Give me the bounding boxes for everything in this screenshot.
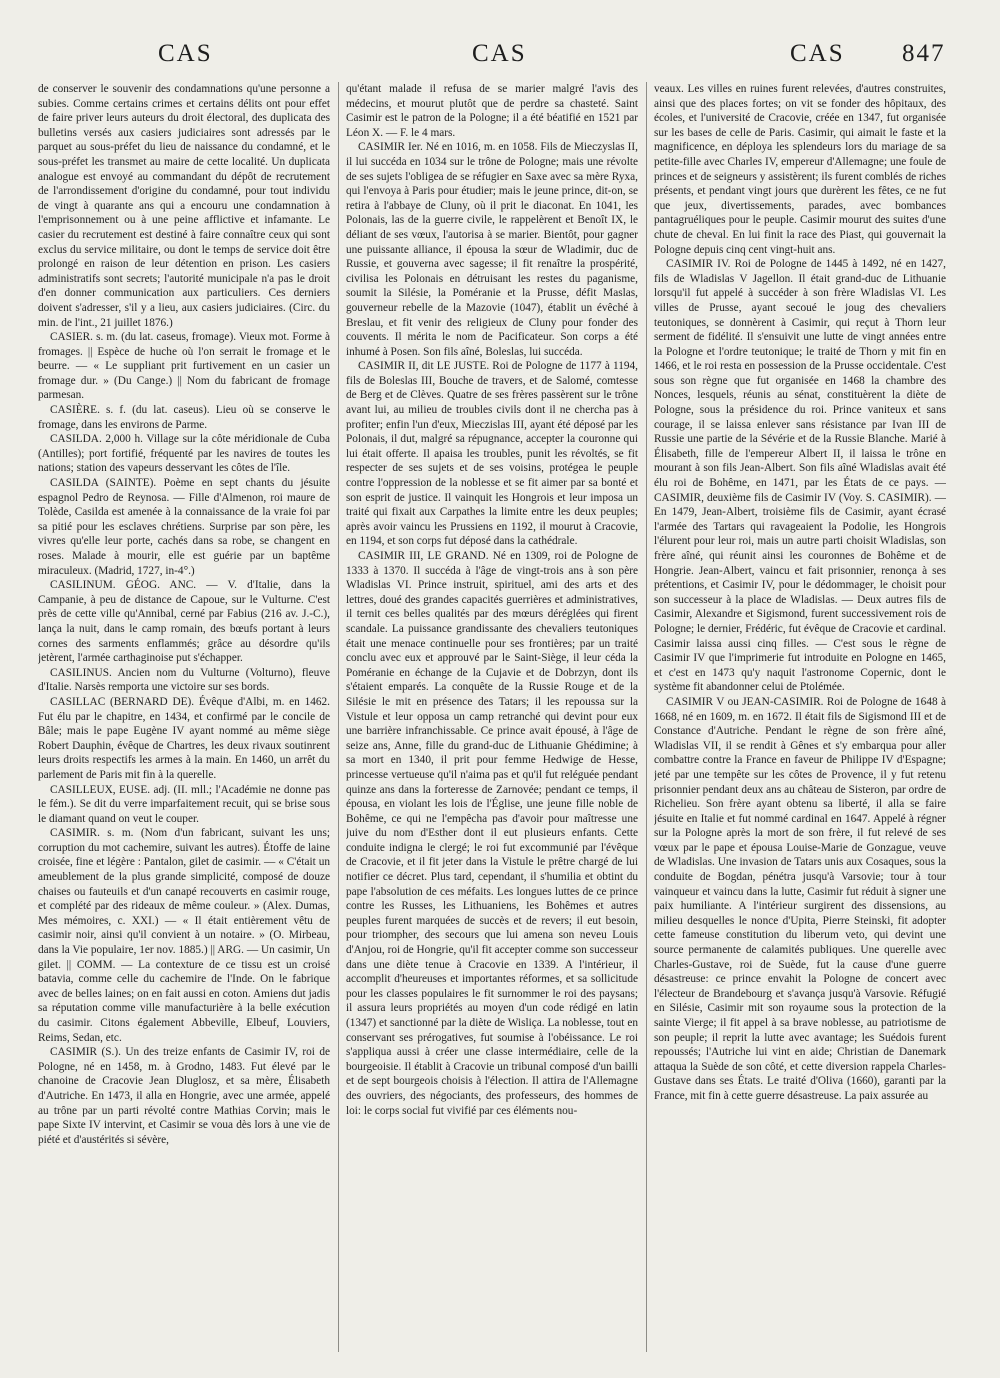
header-right: CAS [790, 40, 845, 67]
entry-paragraph: CASIER. s. m. (du lat. caseus, fromage). Vieux mot. Forme à fromages. || Espèce de huche où l'on serrait le fromage et le beurre. — « Le suppliant prit furtivement en un casier un fromage dur. » (Du Cange.) || Nom du fabricant de fromage parmesan. [38, 331, 330, 402]
entry-paragraph: CASILLAC (BERNARD DE). Évêque d'Albi, m. en 1462. Fut élu par le chapitre, en 1434, et confirmé par le concile de Bâle; mais le pape Eugène IV ayant nommé au même siège Robert Dauphin, évêque de Chartres, les deux rivaux soutinrent leurs droits respectifs les armes à la main. En 1460, un arrêt du parlement de Paris mit fin à la querelle. [38, 695, 330, 781]
entry-paragraph: CASIMIR III, LE GRAND. Né en 1309, roi de Pologne de 1333 à 1370. Il succéda à l'âge de vingt-trois ans à son père Wladislas VI. Prince instruit, spirituel, ami des arts et des lettres, doué des grandes capacités guerrières et administratives, il ternit ces belles qualités par des mœurs déréglées qui firent scandale. La puissance grandissante des chevaliers teutoniques était une menace continuelle pour ses frontières; par un traité conclu avec eux et approuvé par le Saint-Siège, il leur céda la Poméranie en échange de la Cujavie et de Dobrzyn, dont ils s'étaient emparés. La conquête de la Russie Rouge et de la Silésie le mit en présence des Tatars; il les repoussa sur la Vistule et leur opposa un camp retranché qui devint pour eux une barrière infranchissable. Ce prince avait épousé, à l'âge de seize ans, Anne, fille du grand-duc de Lithuanie Ghédimine; à sa mort en 1340, il prit pour femme Hedwige de Hesse, princesse vertueuse qu'il n'aima pas et qu'il fut reléguée pendant quinze ans dans la forteresse de Zarnovée; pendant ce temps, il épousa, en violant les lois de l'Église, une jeune fille noble de Bohême, ce qui ne l'empêcha pas d'avoir pour maîtresse une juive du nom d'Esther dont il eut plusieurs enfants. Cette conduite indigna le clergé; le roi fut excommunié par l'évêque de Cracovie, et il fit jeter dans la Vistule le prêtre chargé de lui notifier ce décret. Plus tard, cependant, il s'humilia et obtint du pape l'absolution de ces méfaits. Les longues luttes de ce prince contre les Russes, les Lithuaniens, les Bohêmes et autres peuples furent marquées de succès et de revers; il eut besoin, pour triompher, des secours que lui amena son neveu Louis d'Anjou, roi de Hongrie, qu'il fit accepter comme son successeur dans une diète tenue à Cracovie en 1339. A l'intérieur, il accomplit d'heureuses et importantes réformes, et sa sollicitude pour les classes populaires le fit surnommer le roi des paysans; il assura leurs propriétés au moyen d'un code rédigé en latin (1347) et sanctionné par la diète de Wisliça. La noblesse, tout en conservant ses prérogatives, fut soumise à l'obéissance. Le roi s'appliqua aussi à créer une classe intermédiaire, celle de la bourgeoisie. Il établit à Cracovie un tribunal composé d'un bailli et de sept bourgeois choisis à l'élection. Il attira de l'Allemagne des ouvriers, des négociants, des professeurs, des hommes de loi: le corps social fut vivifié par ces éléments nou- [346, 550, 638, 1117]
entry-paragraph: CASIMIR (S.). Un des treize enfants de Casimir IV, roi de Pologne, né en 1458, m. à Grodno, 1483. Fut élevé par le chanoine de Cracovie Jean Dluglosz, et sa mère, Élisabeth d'Autriche. En 1473, il alla en Hongrie, avec une armée, appelé au trône par un parti révolté contre Mathias Corvin; mais le pape Sixte IV intervint, et Casimir se voua dès lors à une vie de piété et d'austérités si sévère, [38, 1046, 330, 1146]
text-columns [38, 82, 962, 1362]
entry-paragraph: CASIMIR II, dit LE JUSTE. Roi de Pologne de 1177 à 1194, fils de Boleslas III, Bouche de travers, et de Salomé, comtesse de Berg et de Clèves. Quatre de ses frères passèrent sur le trône avant lui, au milieu de troubles civils dont il ne chercha pas à profiter; enfin l'un d'eux, Mieczislas III, ayant été déposé par les Polonais, il dut, malgré sa répugnance, accepter la couronne qui lui était offerte. Il apaisa les troubles, punit les révoltés, se fit respecter de ses sujets et de ses voisins, protégea le peuple contre l'oppression de la noblesse et se fit aimer par sa bonté et son esprit de justice. Il vainquit les Hongrois et leur imposa un traité qui fixait aux Carpathes la limite entre les deux peuples; après avoir vaincu les Prussiens en 1192, il mourut à Cracovie, en 1194, et son corps fut déposé dans la cathédrale. [346, 360, 638, 548]
entry-paragraph: veaux. Les villes en ruines furent relevées, d'autres construites, ainsi que des places fortes; on vit se fonder des hôpitaux, des écoles, et l'université de Cracovie, créée en 1347, fut organisée sur les bases de celle de Paris. Casimir, qui aimait le faste et la magnificence, en déploya les splendeurs lors du mariage de sa petite-fille avec Charles IV, empereur d'Allemagne; une foule de princes et de seigneurs y assistèrent; ils furent comblés de riches présents, et pendant vingt jours que durèrent les fêtes, ce ne fut que jeux, divertissements, parades, avec bombances pantagruéliques pour le peuple. Casimir mourut des suites d'une chute de cheval. En lui finit la race des Piast, qui gouvernait la Pologne depuis cinq cent vingt-huit ans. [654, 83, 946, 256]
header-left: CAS [158, 40, 213, 67]
entry-paragraph: CASILINUS. Ancien nom du Vulturne (Volturno), fleuve d'Italie. Narsès remporta une victoire sur ses bords. [38, 666, 330, 694]
page-number: 847 [902, 40, 946, 67]
entry-paragraph: CASILDA. 2,000 h. Village sur la côte méridionale de Cuba (Antilles); port fortifié, fréquenté par les navires de toutes les nations; station des vapeurs desservant les côtes de l'île. [38, 433, 330, 475]
entry-paragraph: CASILINUM. GÉOG. ANC. — V. d'Italie, dans la Campanie, à peu de distance de Capoue, sur le Vulturne. C'est près de cette ville qu'Annibal, cerné par Fabius (216 av. J.-C.), lança la nuit, dans le camp romain, des bœufs portant à leurs cornes des sarments enflammés; grâce au désordre qu'ils jetèrent, l'armée carthaginoise put s'échapper. [38, 579, 330, 665]
entry-paragraph: CASIMIR Ier. Né en 1016, m. en 1058. Fils de Mieczyslas II, il lui succéda en 1034 sur le trône de Pologne; mais une révolte de ses sujets l'obligea de se réfugier en Saxe avec sa mère Ryxa, qui l'envoya à Paris pour étudier; mais le jeune prince, dit-on, se retira à l'abbaye de Cluny, où il prit le diaconat. En 1041, les Polonais, las de la guerre civile, le rappelèrent et Benoît IX, le déliant de ses vœux, l'autorisa à se marier. Bientôt, pour gagner une puissante alliance, il épousa la sœur de Wladimir, duc de Russie, et gouverna avec sagesse; il fit renaître la prospérité, civilisa les Polonais en détruisant les restes du paganisme, soumit la Silésie, la Poméranie et la Prusse, défit Maslas, gouverneur rebelle de la Mazovie (1047), établit un évêché à Breslau, et fit venir des religieux de Cluny pour fonder des couvents. Il mérita le nom de Pacificateur. Son corps a été inhumé à Posen. Son fils aîné, Boleslas, lui succéda. [346, 141, 638, 358]
entry-paragraph: de conserver le souvenir des condamnations qu'une personne a subies. Comme certains crimes et certains délits ont pour effet de faire priver leurs auteurs du droit électoral, des duplicata des bulletins versés aux casiers judiciaires sont adressés par le parquet au sous-préfet du lieu de naissance du condamné, et le sous-préfet les transmet au maire de cette localité. Un duplicata analogue est envoyé au commandant du dépôt de recrutement de l'arrondissement d'origine du condamné, pour tout individu de vingt à quarante ans qui a encouru une condamnation à l'emprisonnement ou à une peine afflictive et infamante. Le casier du recrutement est destiné à faire connaître ceux qui sont exclus du service militaire, ou dont le temps de service doit être prolongé en raison de leur détention en prison. Les casiers administratifs sont secrets; l'autorité municipale n'a pas le droit d'en donner communication aux particuliers. Ces derniers doivent s'adresser, s'il y a lieu, aux casiers judiciaires. (Circ. du min. de l'int., 21 juillet 1876.) [38, 83, 330, 329]
entry-paragraph: CASIMIR. s. m. (Nom d'un fabricant, suivant les uns; corruption du mot cachemire, suivant les autres). Étoffe de laine croisée, fine et légère : Pantalon, gilet de casimir. — « C'était un ameublement de la plus grande simplicité, composé de douze chaises ou fauteuils et d'un canapé recouverts en casimir rouge, et complété par des rideaux de même couleur. » (Alex. Dumas, Mes mémoires, c. XXI.) — « Il était entièrement vêtu de casimir noir, ainsi qu'il convient à un notaire. » (O. Mirbeau, dans la Vie populaire, 1er nov. 1885.) || ARG. — Un casimir, Un gilet. || COMM. — La contexture de ce tissu est un croisé batavia, comme celle du cachemire de l'Inde. On le fabrique avec de belles laines; on en fait aussi en coton. Amiens dut jadis sa réputation comme ville manufacturière à la belle exécution du casimir. Citons également Abbeville, Elbeuf, Louviers, Reims, Sedan, etc. [38, 827, 330, 1044]
entry-paragraph: CASILDA (SAINTE). Poème en sept chants du jésuite espagnol Pedro de Reynosa. — Fille d'Almenon, roi maure de Tolède, Casilda est amenée à la connaissance de la vraie foi par sa pitié pour les esclaves chrétiens. Surprise par son père, les vivres qu'elle leur porte, cachés dans sa robe, se changent en roses. Malade à mourir, elle est guérie par un baptême miraculeux. (Madrid, 1727, in-4°.) [38, 477, 330, 577]
entry-paragraph: CASIMIR IV. Roi de Pologne de 1445 à 1492, né en 1427, fils de Wladislas V Jagellon. Il était grand-duc de Lithuanie lorsqu'il fut appelé à succéder à son frère Wladislas VI. Les villes de Prusse, ayant secoué le joug des chevaliers teutoniques, se donnèrent à Casimir, qui reçut à Thorn leur serment de fidélité. Il s'ensuivit une lutte de vingt années entre la Pologne et l'ordre teutonique; le traité de Thorn y mit fin en 1466, et le roi resta en possession de la Prusse occidentale. C'est sous son règne que fut organisée en 1468 la chambre des Nonces, lesquels, réunis au sénat, constituèrent la diète de Pologne, sous la présidence du roi. Prince vaniteux et sans courage, il se laissa enlever sans résistance par Ivan III de Russie une partie de la Sévérie et de la Russie Blanche. Marié à Élisabeth, fille de l'empereur Albert II, il laissa le trône en mourant à son fils Jean-Albert. Son fils aîné Wladislas avait été élu roi de Bohême, en 1471, par les États de ce pays. — CASIMIR, deuxième fils de Casimir IV (Voy. S. CASIMIR). — En 1479, Jean-Albert, troisième fils de Casimir, ayant écrasé l'armée des Tartars qui ravageaient la Podolie, les Hongrois l'élurent pour leur roi, mais un autre parti choisit Wladislas, son frère aîné, qui réunit ainsi les couronnes de Bohême et de Hongrie. Jean-Albert, vaincu et fait prisonnier, renonça à ses prétentions, et Casimir IV, pour le dédommager, le choisit pour son successeur à la place de Wladislas. — Deux autres fils de Casimir, Alexandre et Sigismond, furent successivement rois de Pologne; le dernier, Frédéric, fut évêque de Cracovie et cardinal. Casimir laissa aussi cinq filles. — C'est sous le règne de Casimir IV que l'imprimerie fut introduite en Pologne en 1465, et c'est en 1473 qu'y naquit l'astronome Copernic, dont le système fit abandonner celui de Ptolémée. [654, 258, 946, 694]
column-3 [654, 82, 946, 1362]
column-1 [38, 82, 330, 1362]
entry-paragraph: CASILLEUX, EUSE. adj. (II. mll.; l'Académie ne donne pas le fém.). Se dit du verre imparfaitement recuit, qui se brise sous le diamant quand on veut le couper. [38, 783, 330, 825]
entry-paragraph: CASIÈRE. s. f. (du lat. caseus). Lieu où se conserve le fromage, dans les environs de Parme. [38, 404, 330, 431]
column-2 [346, 82, 638, 1362]
running-head [0, 40, 1000, 74]
entry-paragraph: CASIMIR V ou JEAN-CASIMIR. Roi de Pologne de 1648 à 1668, né en 1609, m. en 1672. Il était fils de Sigismond III et de Constance d'Autriche. Pendant le règne de son frère aîné, Wladislas VII, il se rendit à Gênes et s'y embarqua pour aller combattre contre la France en faveur de Philippe IV d'Espagne; jeté par une tempête sur les côtes de Provence, il y fut retenu prisonnier pendant deux ans au château de Sisteron, par ordre de Richelieu. Son frère ayant obtenu sa liberté, il alla se faire jésuite en Italie et fut nommé cardinal en 1647. Appelé à régner sur la Pologne après la mort de son frère, il fut relevé de ses vœux par le pape et épousa Louise-Marie de Gonzague, veuve de Wladislas. Une invasion de Tatars unis aux Cosaques, sous la conduite de Bogdan, pénétra jusqu'à Varsovie; tour à tour vainqueur et vaincu dans la lutte, Casimir fut réduit à signer une paix humiliante. A l'intérieur surgirent des dissensions, au milieu desquelles le nonce d'Upita, Pierre Steinski, fit adopter cette fameuse constitution du liberum veto, qui devint une source permanente de calamités publiques. Une querelle avec Charles-Gustave, roi de Suède, fut la cause d'une guerre désastreuse: ce prince envahit la Pologne de concert avec l'électeur de Brandebourg et s'avança jusqu'à Varsovie. Réfugié en Silésie, Casimir mit son royaume sous la protection de la sainte Vierge; il fit appel à sa brave noblesse, au patriotisme de son peuple; il reprit la lutte avec avantage; les Suédois furent repoussés; l'Autriche lui vint en aide; Christian de Danemark attaqua la Suède de son côté, et cette diversion rappela Charles-Gustave dans ses États. Le traité d'Oliva (1660), garanti par la France, mit fin à cette guerre désastreuse. La paix assurée au [654, 695, 946, 1102]
entry-paragraph: qu'étant malade il refusa de se marier malgré l'avis des médecins, et mourut plutôt que de perdre sa chasteté. Saint Casimir est le patron de la Pologne; il a été béatifié en 1521 par Léon X. — F. le 4 mars. [346, 83, 638, 139]
header-center: CAS [472, 40, 527, 67]
